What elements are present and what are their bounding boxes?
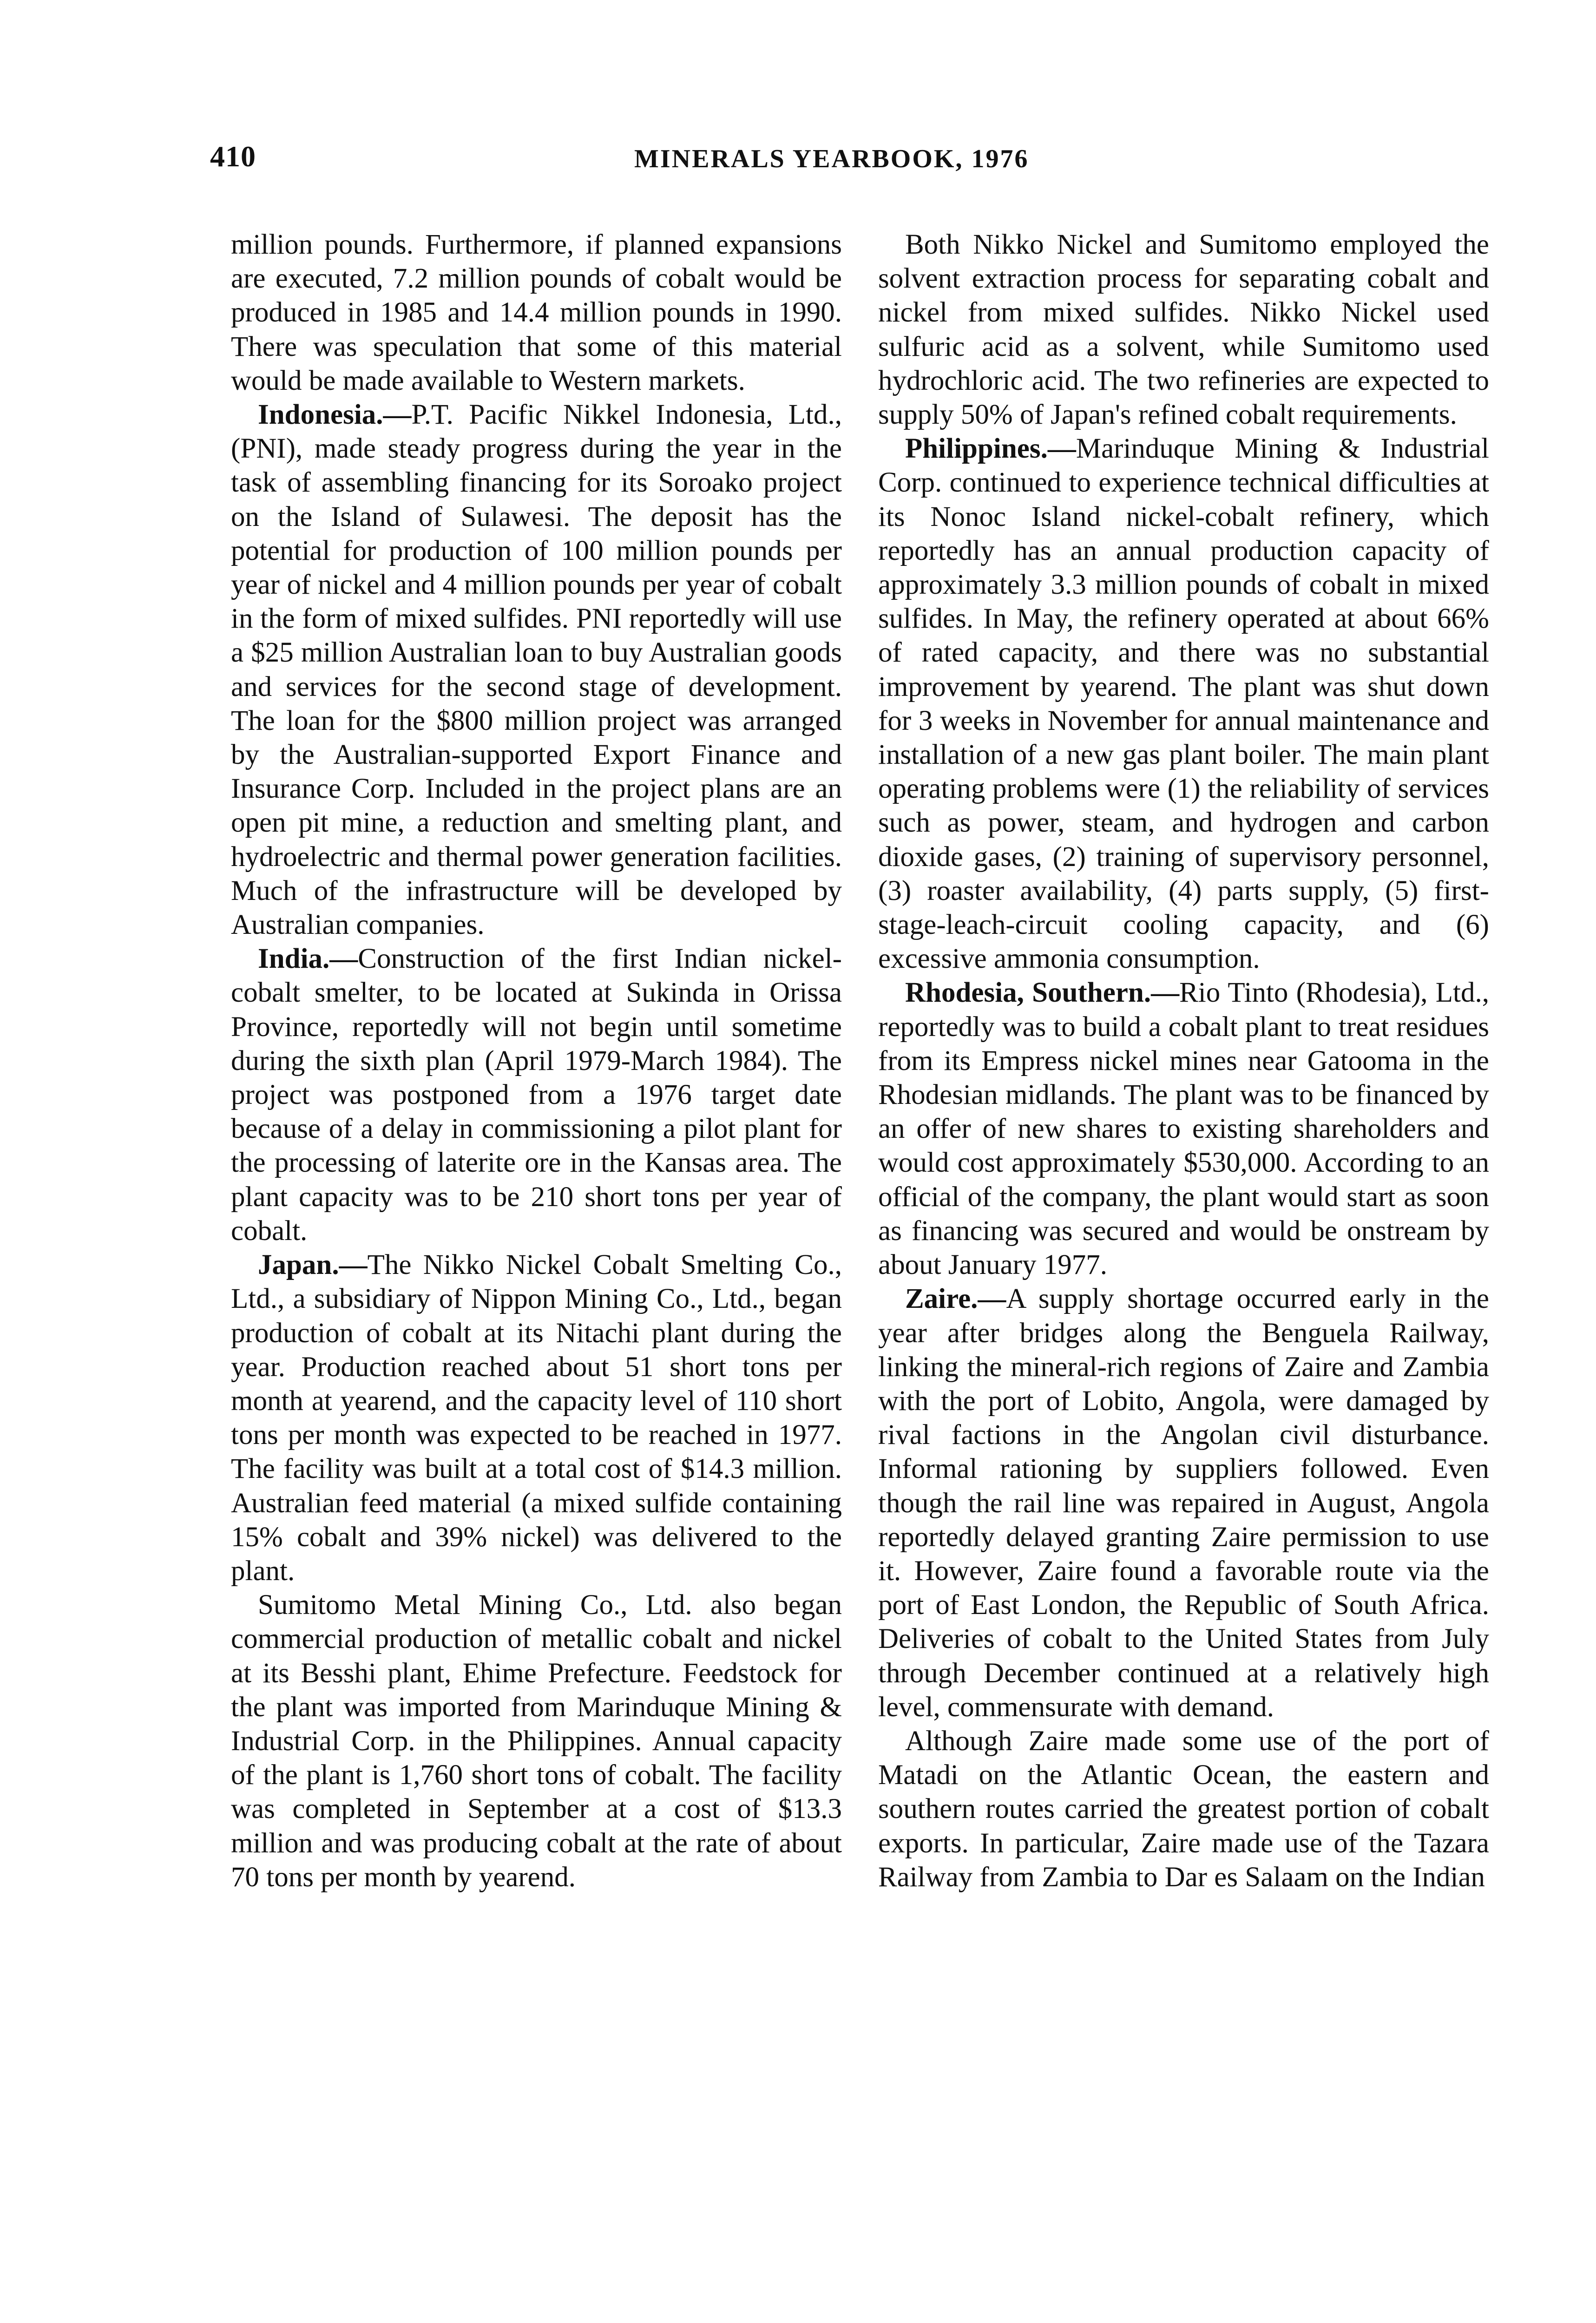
text-rhodesia: Rio Tinto (Rhodesia), Ltd., reportedly was to build a cobalt plant to treat residues from its Empress nickel mines near Gatooma in the Rhodesian midlands. The plant was to be financed by an offer of new shares to existing shareholders and would cost approximately $530,000. According to an official of the company, the plant would start as soon as financing was secured and would be onstream by about January 1977. — [878, 977, 1490, 1281]
text-indonesia: P.T. Pacific Nikkel Indonesia, Ltd., (PNI), made steady progress during the year in the task of assembling financing for its Soroako project on the Island of Sulawesi. The deposit has the potential for production of 100 million pounds per year of nickel and 4 million pounds per year of cobalt in the form of mixed sulfides. PNI reportedly will use a $25 million Australian loan to buy Australian goods and services for the second stage of development. The loan for the $800 million project was arranged by the Australian-supported Export Finance and Insurance Corp. Included in the project plans are an open pit mine, a reduction and smelting plant, and hydroelectric and thermal power generation facilities. Much of the infrastructure will be developed by Australian companies. — [231, 399, 842, 941]
heading-india: India.— — [258, 943, 358, 975]
text-philippines: Marinduque Mining & Industrial Corp. continued to experience technical difficulties at its Nonoc Island nickel-cobalt refinery, which reportedly has an annual production capacity of approximately 3.3 million pounds of cobalt in mixed sulfides. In May, the refinery operated at about 66% of rated capacity, and there was no substantial improvement by yearend. The plant was shut down for 3 weeks in November for annual maintenance and installation of a new gas plant boiler. The main plant operating problems were (1) the reliability of services such as power, steam, and hydrogen and carbon dioxide gases, (2) training of supervisory personnel, (3) roaster availability, (4) parts supply, (5) first-stage-leach-circuit cooling capacity, and (6) excessive ammonia consumption. — [878, 433, 1489, 975]
paragraph-japan — [231, 1248, 842, 1588]
text-japan: The Nikko Nickel Cobalt Smelting Co., Ltd., a subsidiary of Nippon Mining Co., Ltd., began production of cobalt at its Nitachi plant during the year. Production reached about 51 short tons per month at yearend, and the capacity level of 110 short tons per month was expected to be reached in 1977. The facility was built at a total cost of $14.3 million. Australian feed material (a mixed sulfide containing 15% cobalt and 39% nickel) was delivered to the plant. — [231, 1249, 842, 1587]
heading-philippines: Philippines.— — [905, 433, 1076, 465]
paragraph-philippines — [878, 432, 1489, 976]
heading-indonesia: Indonesia.— — [258, 399, 412, 431]
paragraph-solvent-extraction: Both Nikko Nickel and Sumitomo employed the solvent extraction process for separating cobalt and nickel from mixed sulfides. Nikko Nickel used sulfuric acid as a solvent, while Sumitomo used hydrochloric acid. The two refineries are expected to supply 50% of Japan's refined cobalt requirements. — [878, 229, 1489, 431]
left-column — [231, 228, 842, 1894]
paragraph-sumitomo: Sumitomo Metal Mining Co., Ltd. also began commercial production of metallic cobalt and nickel at its Besshi plant, Ehime Prefecture. Feedstock for the plant was imported from Marinduque Mining & Industrial Corp. in the Philippines. Annual capacity of the plant is 1,760 short tons of cobalt. The facility was completed in September at a cost of $13.3 million and was producing cobalt at the rate of about 70 tons per month by yearend. — [231, 1589, 842, 1893]
paragraph-rhodesia — [878, 976, 1489, 1282]
text-zaire: A supply shortage occurred early in the year after bridges along the Benguela Railway, linking the mineral-rich regions of Zaire and Zambia with the port of Lobito, Angola, were damaged by rival factions in the Angolan civil disturbance. Informal rationing by suppliers followed. Even though the rail line was repaired in August, Angola reportedly delayed granting Zaire permission to use it. However, Zaire found a favorable route via the port of East London, the Republic of South Africa. Deliveries of cobalt to the United States from July through December continued at a relatively high level, commensurate with demand. — [878, 1283, 1489, 1723]
running-title: MINERALS YEARBOOK, 1976 — [634, 144, 1029, 173]
text-india: Construction of the first Indian nickel-cobalt smelter, to be located at Sukinda in Orissa Province, reportedly will not begin until sometime during the sixth plan (April 1979-March 1984). The project was postponed from a 1976 target date because of a delay in commissioning a pilot plant for the processing of laterite ore in the Kansas area. The plant capacity was to be 210 short tons per year of cobalt. — [231, 943, 842, 1247]
heading-japan: Japan.— — [258, 1249, 368, 1281]
paragraph-india — [231, 942, 842, 1248]
heading-rhodesia: Rhodesia, Southern.— — [905, 977, 1180, 1009]
page-number: 410 — [210, 140, 256, 173]
paragraph-zaire — [878, 1282, 1489, 1724]
paragraph-indonesia — [231, 398, 842, 942]
heading-zaire: Zaire.— — [905, 1283, 1006, 1315]
right-column — [878, 228, 1489, 1894]
paragraph-continuation: million pounds. Furthermore, if planned expansions are executed, 7.2 million pounds of cobalt would be produced in 1985 and 14.4 million pounds in 1990. There was speculation that some of this material would be made available to Western markets. — [231, 229, 842, 396]
paragraph-zaire-routes: Although Zaire made some use of the port of Matadi on the Atlantic Ocean, the eastern and southern routes carried the greatest portion of cobalt exports. In particular, Zaire made use of the Tazara Railway from Zambia to Dar es Salaam on the Indian — [878, 1725, 1489, 1893]
